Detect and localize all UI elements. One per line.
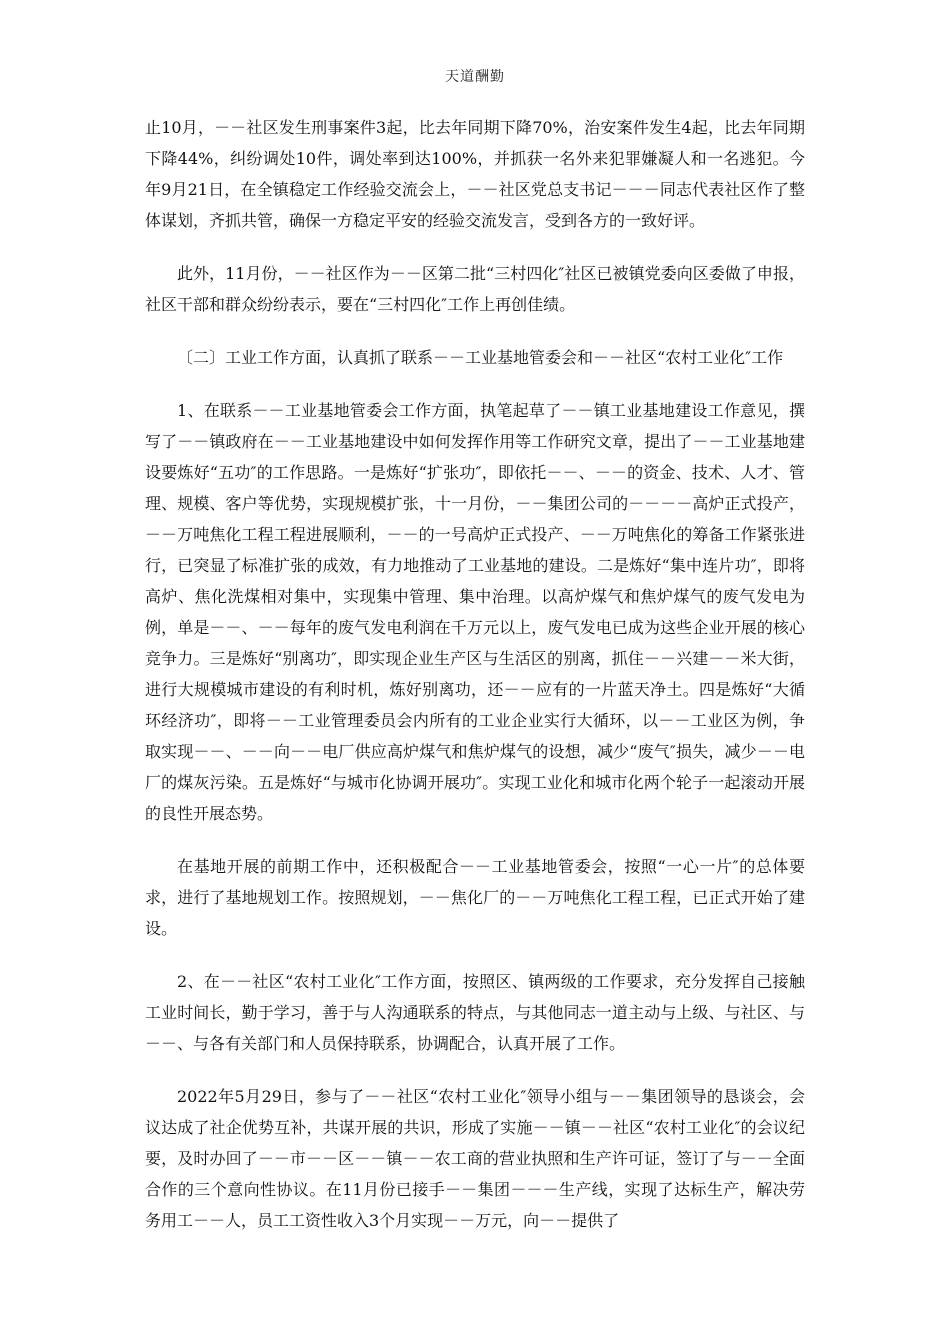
page-header: 天道酬勤 <box>445 69 505 85</box>
paragraph-2: 此外，11月份，－－社区作为－－区第二批“三村四化″社区已被镇党委向区委做了申报，社区干部和群众纷纷表示，要在“三村四化″工作上再创佳绩。 <box>145 264 805 314</box>
paragraph-5: 在基地开展的前期工作中，还积极配合－－工业基地管委会，按照“一心一片″的总体要求，进行了基地规划工作。按照规划，－－焦化厂的－－万吨焦化工程工程，已正式开始了建设。 <box>145 857 805 938</box>
document-body <box>145 112 805 1258</box>
paragraph-1: 止10月，－－社区发生刑事案件3起，比去年同期下降70%，治安案件发生4起，比去年同期下降44%，纠纷调处10件，调处率到达100%，并抓获一名外来犯罪嫌凝人和一名逃犯。今年9月21日，在全镇稳定工作经验交流会上，－－社区党总支书记－－－同志代表社区作了整体谋划，齐抓共管，确保一方稳定平安的经验交流发言，受到各方的一致好评。 <box>145 118 805 230</box>
paragraph-7: 2022年5月29日，参与了－－社区“农村工业化″领导小组与－－集团领导的恳谈会，会议达成了社企优势互补，共谋开展的共识，形成了实施－－镇－－社区“农村工业化″的会议纪要，及时办回了－－市－－区－－镇－－农工商的营业执照和生产许可证，签订了与－－全面合作的三个意向性协议。在11月份已接手－－集团－－－生产线，实现了达标生产，解决劳务用工－－人，员工工资性收入3个月实现－－万元，向－－提供了 <box>145 1087 805 1230</box>
paragraph-4: 1、在联系－－工业基地管委会工作方面，执笔起草了－－镇工业基地建设工作意见，撰写了－－镇政府在－－工业基地建设中如何发挥作用等工作研究文章，提出了－－工业基地建设要炼好“五功″的工作思路。一是炼好“扩张功″，即依托－－、－－的资金、技术、人才、管理、规模、客户等优势，实现规模扩张，十一月份，－－集团公司的－－－－高炉正式投产，－－万吨焦化工程工程进展顺利，－－的一号高炉正式投产、－－万吨焦化的筹备工作紧张进行，已突显了标准扩张的成效，有力地推动了工业基地的建设。二是炼好“集中连片功″，即将高炉、焦化洗煤相对集中，实现集中管理、集中治理。以高炉煤气和焦炉煤气的废气发电为例，单是－－、－－每年的废气发电利润在千万元以上，废气发电已成为这些企业开展的核心竞争力。三是炼好“别离功″，即实现企业生产区与生活区的别离，抓住－－兴建－－米大街，进行大规模城市建设的有利时机，炼好别离功，还－－应有的一片蓝天净土。四是炼好“大循环经济功″，即将－－工业管理委员会内所有的工业企业实行大循环，以－－工业区为例，争取实现－－、－－向－－电厂供应高炉煤气和焦炉煤气的设想，减少“废气″损失，减少－－电厂的煤灰污染。五是炼好“与城市化协调开展功″。实现工业化和城市化两个轮子一起滚动开展的良性开展态势。 <box>145 401 805 823</box>
paragraph-3: 〔二〕工业工作方面，认真抓了联系－－工业基地管委会和－－社区“农村工业化″工作 <box>177 348 784 367</box>
paragraph-6: 2、在－－社区“农村工业化″工作方面，按照区、镇两级的工作要求，充分发挥自己接触工业时间长，勤于学习，善于与人沟通联系的特点，与其他同志一道主动与上级、与社区、与－－、与各有关部门和人员保持联系，协调配合，认真开展了工作。 <box>145 972 805 1053</box>
